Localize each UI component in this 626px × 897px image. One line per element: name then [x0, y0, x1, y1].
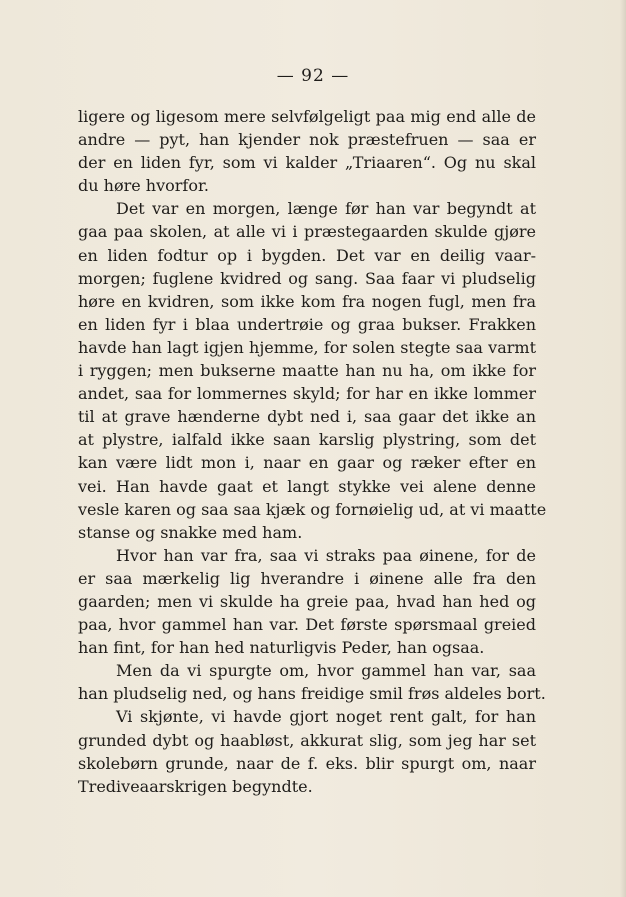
page-edge-shadow [620, 0, 626, 897]
text-line: havde han lagt igjen hjemme, for solen stegte saa varmt [78, 337, 536, 357]
text-line: en liden fodtur op i bygden. Det var en deilig vaar- [78, 245, 536, 265]
text-line: andre — pyt, han kjender nok præstefruen — saa er [78, 130, 536, 150]
text-line: til at grave hænderne dybt ned i, saa gaar det ikke an [78, 407, 536, 427]
text-line: i ryggen; men bukserne maatte han nu ha, om ikke for [78, 361, 536, 381]
paragraph-start-line: Men da vi spurgte om, hvor gammel han var, saa [116, 661, 536, 681]
text-line: gaarden; men vi skulde ha greie paa, hvad han hed og [78, 591, 536, 611]
text-line: vei. Han havde gaat et langt stykke vei alene denne [78, 476, 536, 496]
text-line: gaa paa skolen, at alle vi i præstegaarden skulde gjøre [78, 222, 536, 242]
text-line: han pludselig ned, og hans freidige smil frøs aldeles bort. [78, 684, 546, 704]
text-line: høre en kvidren, som ikke kom fra nogen fugl, men fra [78, 291, 536, 311]
text-line: ligere og ligesom mere selvfølgeligt paa mig end alle de [78, 107, 536, 126]
text-line: Trediveaarskrigen begyndte. [78, 776, 313, 796]
text-line: at plystre, ialfald ikke saan karslig plystring, som det [78, 430, 536, 450]
text-line: paa, hvor gammel han var. Det første spørsmaal greied [78, 615, 536, 635]
text-line: han fint, for han hed naturligvis Peder, han ogsaa. [78, 638, 485, 658]
paragraph-start-line: Vi skjønte, vi havde gjort noget rent galt, for han [116, 707, 536, 727]
text-line: du høre hvorfor. [78, 176, 209, 196]
page-number: — 92 — [276, 66, 350, 86]
text-line: der en liden fyr, som vi kalder „Triaaren“. Og nu skal [78, 153, 536, 173]
body-text [78, 105, 547, 798]
paragraph-start-line: Det var en morgen, længe før han var begyndt at [116, 199, 536, 219]
text-line: vesle karen og saa saa kjæk og fornøielig ud, at vi maatte [78, 499, 547, 519]
text-line: skolebørn grunde, naar de f. eks. blir spurgt om, naar [78, 753, 536, 773]
text-line: en liden fyr i blaa undertrøie og graa bukser. Frakken [78, 314, 536, 334]
text-line: grunded dybt og haabløst, akkurat slig, som jeg har set [78, 730, 536, 750]
text-line: er saa mærkelig lig hverandre i øinene alle fra den [78, 568, 536, 588]
text-line: stanse og snakke med ham. [78, 522, 303, 542]
paragraph-start-line: Hvor han var fra, saa vi straks paa øinene, for de [116, 545, 536, 565]
text-line: morgen; fuglene kvidred og sang. Saa faar vi pludselig [78, 268, 536, 288]
text-line: kan være lidt mon i, naar en gaar og ræker efter en [78, 453, 536, 473]
text-line: andet, saa for lommernes skyld; for har en ikke lommer [78, 384, 536, 404]
